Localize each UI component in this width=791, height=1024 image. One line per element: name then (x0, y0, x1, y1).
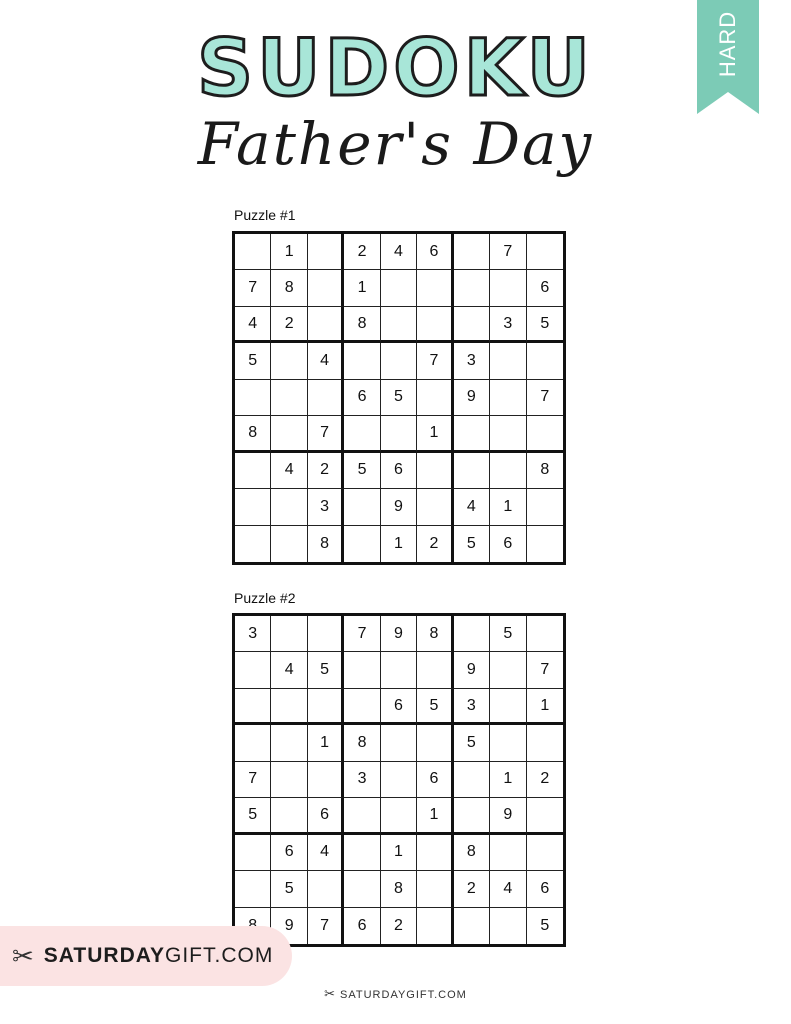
sudoku-cell (454, 762, 490, 798)
sudoku-cell (454, 416, 490, 452)
scissors-icon: ✂ (12, 940, 34, 971)
sudoku-cell (417, 270, 453, 306)
sudoku-cell: 1 (417, 416, 453, 452)
sudoku-cell: 1 (381, 526, 417, 562)
sudoku-cell: 2 (527, 762, 563, 798)
puzzle-1-label: Puzzle #1 (234, 207, 296, 223)
sudoku-cell (271, 380, 307, 416)
sudoku-cell: 7 (417, 343, 453, 379)
sudoku-cell (308, 871, 344, 907)
sudoku-cell (490, 416, 526, 452)
sudoku-cell: 9 (381, 489, 417, 525)
sudoku-cell (235, 526, 271, 562)
sudoku-cell (490, 689, 526, 725)
sudoku-cell (235, 234, 271, 270)
sudoku-cell: 6 (417, 234, 453, 270)
sudoku-cell (344, 871, 380, 907)
sudoku-cell: 5 (344, 453, 380, 489)
sudoku-cell (235, 725, 271, 761)
sudoku-cell: 2 (344, 234, 380, 270)
sudoku-cell: 6 (527, 270, 563, 306)
sudoku-cell: 1 (490, 762, 526, 798)
sudoku-cell: 3 (344, 762, 380, 798)
sudoku-cell (235, 380, 271, 416)
sudoku-cell (308, 689, 344, 725)
sudoku-cell (381, 762, 417, 798)
sudoku-cell (271, 689, 307, 725)
sudoku-cell (454, 616, 490, 652)
sudoku-cell: 1 (344, 270, 380, 306)
sudoku-cell: 6 (490, 526, 526, 562)
sudoku-cell (490, 270, 526, 306)
sudoku-cell (235, 489, 271, 525)
sudoku-cell (490, 908, 526, 944)
sudoku-cell: 1 (381, 835, 417, 871)
sudoku-cell (417, 835, 453, 871)
sudoku-cell (271, 343, 307, 379)
sudoku-cell: 1 (490, 489, 526, 525)
sudoku-cell (271, 526, 307, 562)
sudoku-cell: 8 (235, 416, 271, 452)
sudoku-cell: 4 (454, 489, 490, 525)
sudoku-cell: 7 (308, 908, 344, 944)
sudoku-cell: 8 (454, 835, 490, 871)
sudoku-cell: 5 (417, 689, 453, 725)
puzzle-2-label: Puzzle #2 (234, 590, 296, 606)
sudoku-cell (344, 835, 380, 871)
sudoku-cell: 2 (381, 908, 417, 944)
sudoku-cell: 7 (527, 652, 563, 688)
sudoku-cell (527, 526, 563, 562)
sudoku-cell: 5 (271, 871, 307, 907)
puzzle-1-grid (232, 231, 566, 565)
sudoku-cell (417, 652, 453, 688)
sudoku-cell: 3 (454, 343, 490, 379)
sudoku-cell (344, 416, 380, 452)
sudoku-cell: 7 (490, 234, 526, 270)
sudoku-cell: 6 (271, 835, 307, 871)
sudoku-cell: 3 (454, 689, 490, 725)
sudoku-cell (271, 762, 307, 798)
sudoku-cell: 5 (540, 916, 550, 934)
sudoku-cell: 4 (271, 652, 307, 688)
brand-name: SATURDAYGIFT.COM (43, 944, 274, 967)
sudoku-cell (490, 725, 526, 761)
sudoku-cell: 5 (527, 307, 563, 343)
sudoku-cell: 5 (454, 526, 490, 562)
sudoku-cell: 8 (344, 725, 380, 761)
sudoku-cell (490, 453, 526, 489)
sudoku-cell: 2 (271, 307, 307, 343)
sudoku-cell (271, 725, 307, 761)
sudoku-cell (308, 270, 344, 306)
sudoku-cell (490, 652, 526, 688)
sudoku-cell (490, 343, 526, 379)
sudoku-cell (381, 416, 417, 452)
sudoku-cell (527, 489, 563, 525)
sudoku-cell (381, 343, 417, 379)
sudoku-cell (344, 343, 380, 379)
sudoku-cell: 9 (490, 798, 526, 834)
sudoku-cell (527, 798, 563, 834)
sudoku-cell: 1 (527, 689, 563, 725)
sudoku-cell: 8 (308, 526, 344, 562)
sudoku-cell: 4 (308, 343, 344, 379)
sudoku-cell: 2 (417, 526, 453, 562)
sudoku-cell: 2 (454, 871, 490, 907)
sudoku-cell: 9 (381, 616, 417, 652)
sudoku-cell (527, 616, 563, 652)
sudoku-cell (527, 234, 563, 270)
sudoku-cell: 9 (271, 908, 307, 944)
page-subtitle: Father's Day (197, 110, 594, 178)
sudoku-cell: 4 (271, 453, 307, 489)
sudoku-cell: 9 (454, 652, 490, 688)
sudoku-cell (235, 453, 271, 489)
sudoku-cell (417, 725, 453, 761)
sudoku-cell (417, 871, 453, 907)
sudoku-cell (417, 453, 453, 489)
brand-badge (0, 926, 292, 986)
sudoku-cell (308, 380, 344, 416)
sudoku-cell: 5 (490, 616, 526, 652)
sudoku-cell: 8 (417, 616, 453, 652)
sudoku-cell (454, 908, 490, 944)
sudoku-cell (271, 798, 307, 834)
sudoku-cell: 7 (308, 416, 344, 452)
sudoku-cell: 8 (381, 871, 417, 907)
sudoku-cell (308, 307, 344, 343)
sudoku-cell (417, 908, 453, 944)
sudoku-cell: 7 (235, 762, 271, 798)
sudoku-cell (344, 489, 380, 525)
sudoku-cell (344, 798, 380, 834)
sudoku-cell (490, 380, 526, 416)
sudoku-cell (381, 798, 417, 834)
sudoku-cell: 5 (381, 380, 417, 416)
sudoku-cell (490, 835, 526, 871)
sudoku-cell (235, 871, 271, 907)
sudoku-cell (454, 270, 490, 306)
sudoku-cell (308, 762, 344, 798)
sudoku-cell: 5 (454, 725, 490, 761)
sudoku-cell: 4 (381, 234, 417, 270)
sudoku-cell: 5 (235, 798, 271, 834)
sudoku-cell: 5 (235, 343, 271, 379)
sudoku-cell: 3 (235, 616, 271, 652)
sudoku-cell: 5 (308, 652, 344, 688)
sudoku-cell (417, 380, 453, 416)
sudoku-cell: 7 (527, 380, 563, 416)
sudoku-cell (454, 234, 490, 270)
sudoku-cell: 2 (308, 453, 344, 489)
sudoku-cell: 4 (308, 835, 344, 871)
sudoku-cell (417, 307, 453, 343)
sudoku-cell (417, 489, 453, 525)
footer-scissors-icon: ✂ (324, 986, 337, 1001)
sudoku-cell (454, 798, 490, 834)
sudoku-cell (344, 652, 380, 688)
sudoku-cell: 3 (308, 489, 344, 525)
sudoku-cell (454, 307, 490, 343)
sudoku-cell (527, 835, 563, 871)
sudoku-cell (308, 616, 344, 652)
sudoku-cell: 6 (527, 871, 563, 907)
sudoku-cell (235, 652, 271, 688)
sudoku-cell: 7 (235, 270, 271, 306)
sudoku-cell: 6 (344, 908, 380, 944)
sudoku-cell (308, 234, 344, 270)
footer-brand (0, 986, 791, 1002)
sudoku-cell (381, 307, 417, 343)
sudoku-cell: 8 (344, 307, 380, 343)
footer-brand-text: SATURDAYGIFT.COM (340, 989, 467, 1001)
sudoku-cell (271, 416, 307, 452)
sudoku-cell (235, 835, 271, 871)
sudoku-cell: 8 (271, 270, 307, 306)
sudoku-cell (235, 689, 271, 725)
sudoku-cell (527, 343, 563, 379)
sudoku-cell (381, 652, 417, 688)
sudoku-cell: 4 (490, 871, 526, 907)
sudoku-cell: 6 (308, 798, 344, 834)
sudoku-cell: 9 (454, 380, 490, 416)
sudoku-cell: 7 (344, 616, 380, 652)
sudoku-cell (527, 725, 563, 761)
sudoku-cell: 1 (417, 798, 453, 834)
puzzle-2-grid (232, 613, 566, 947)
sudoku-cell (271, 616, 307, 652)
sudoku-cell (454, 453, 490, 489)
sudoku-cell (527, 416, 563, 452)
sudoku-cell: 6 (417, 762, 453, 798)
sudoku-cell (271, 489, 307, 525)
sudoku-cell: 8 (527, 453, 563, 489)
sudoku-cell: 6 (381, 689, 417, 725)
sudoku-cell (381, 270, 417, 306)
difficulty-label: HARD (715, 10, 740, 78)
sudoku-cell (344, 526, 380, 562)
sudoku-cell: 3 (490, 307, 526, 343)
sudoku-cell: 6 (381, 453, 417, 489)
sudoku-cell: 1 (271, 234, 307, 270)
sudoku-cell: 6 (344, 380, 380, 416)
sudoku-cell (344, 689, 380, 725)
sudoku-cell (381, 725, 417, 761)
page-title: SUDOKU (197, 24, 594, 114)
sudoku-cell: 1 (308, 725, 344, 761)
sudoku-cell: 4 (235, 307, 271, 343)
